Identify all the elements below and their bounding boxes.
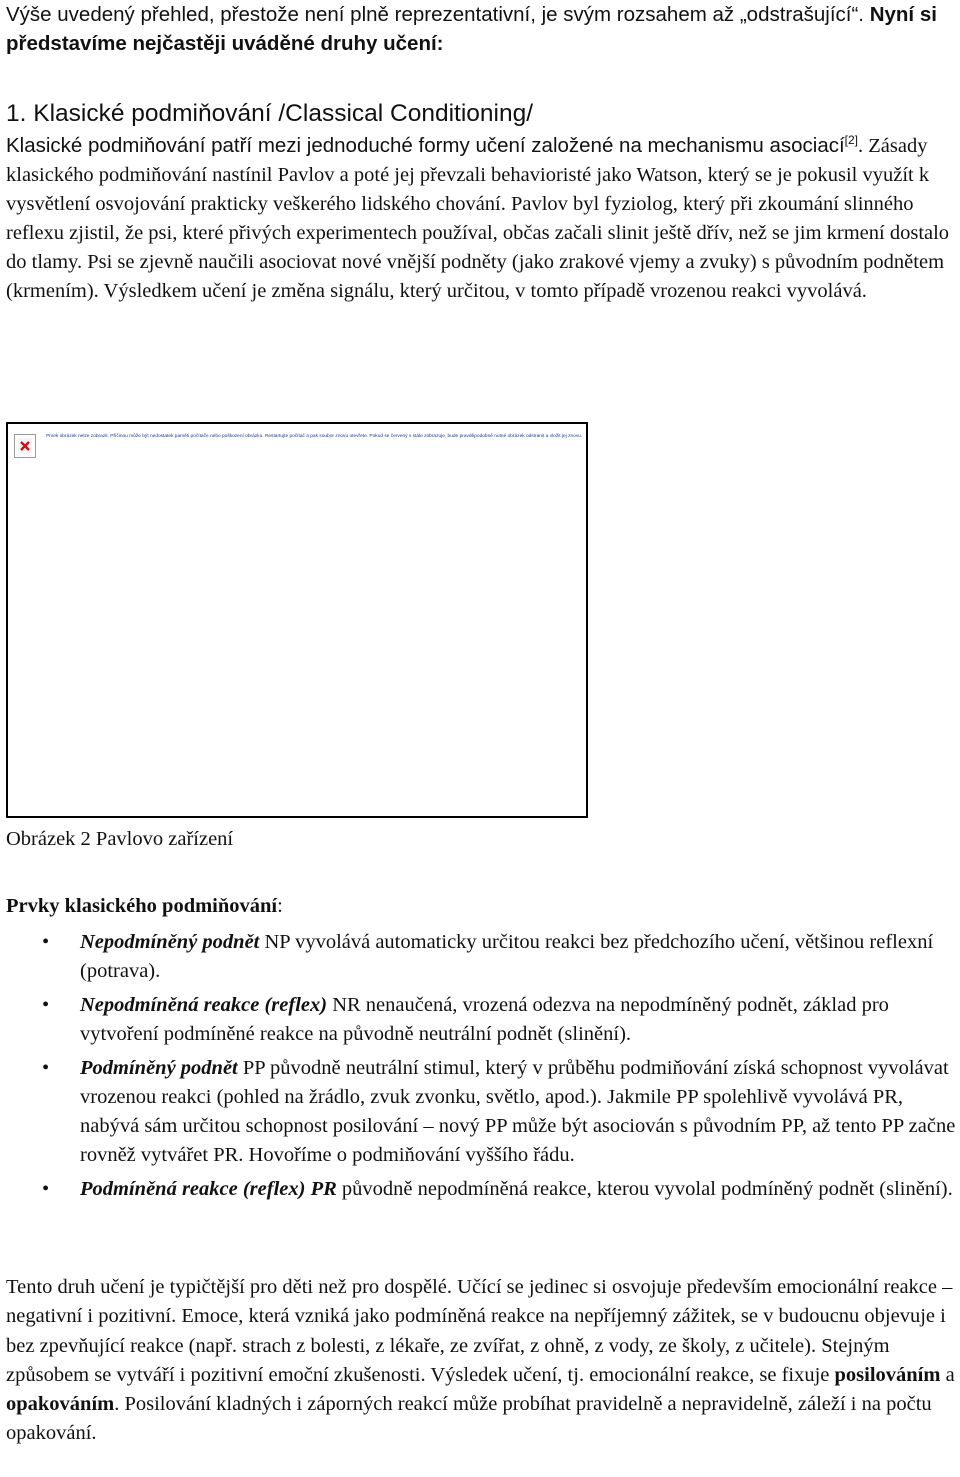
section-lead-text: Klasické podmiňování patří mezi jednoduché formy učení založené na mechanismu asociací [6, 134, 845, 157]
item-term: Podmíněný podnět [80, 1057, 238, 1079]
item-term: Nepodmíněná reakce (reflex) [80, 994, 328, 1016]
bullet-icon: • [42, 994, 50, 1016]
elements-list [6, 928, 960, 1209]
item-term: Nepodmíněný podnět [80, 931, 260, 953]
closing-bold-2: opakováním [6, 1393, 115, 1416]
figure-frame [6, 422, 588, 818]
closing-paragraph [6, 1273, 960, 1449]
section-heading: 1. Klasické podmiňování /Classical Conditioning/ [6, 100, 534, 127]
bullet-icon: • [42, 1178, 50, 1200]
red-x-icon [18, 438, 32, 454]
intro-bold-text: Nyní si představíme nejčastěji uváděné druhy učení: [6, 3, 937, 55]
item-text: původně nepodmíněná reakce, kterou vyvolal podmíněný podnět (slinění). [336, 1178, 953, 1200]
broken-image-message: Prvek obrázek nelze zobrazit. Příčinou může být nedostatek paměti počítače nebo poškození obrázku. Restartujte počítač a pak soubor znovu otevřete. Pokud se červený x stále zobrazuje, bude pravděpodobně nutné obrázek odstranit a vložit jej znovu. [46, 434, 583, 439]
elements-heading-bold: Prvky klasického podmiňování [6, 895, 278, 917]
document-page [6, 0, 956, 1445]
closing-text-2: a [940, 1363, 955, 1386]
citation-ref[interactable]: [2] [844, 133, 859, 148]
figure-caption: Obrázek 2 Pavlovo zařízení [6, 828, 234, 850]
item-term: Podmíněná reakce (reflex) PR [80, 1178, 337, 1200]
intro-text: Výše uvedený přehled, přestože není plně reprezentativní, je svým rozsahem až „odstrašující“. [6, 3, 870, 26]
bullet-icon: • [42, 1057, 50, 1079]
item-text: PP původně neutrální stimul, který v průběhu podmiňování získá schopnost vyvolávat vrozenou reakci (pohled na žrádlo, zvuk zvonku, světlo, apod.). Jakmile PP spolehlivě vyvolává PR, nabývá sám určitou schopnost posilování – nový PP může být asociován s původním PP, až tento PP začne rovněž vytvářet PR. Hovoříme o podmiňování vyššího řádu. [80, 1057, 956, 1166]
elements-heading [6, 895, 283, 918]
broken-image-icon [14, 434, 36, 458]
closing-text-3: . Posilování kladných i záporných reakcí může probíhat pravidelně a nepravidelně, záleží i na počtu opakování. [6, 1393, 932, 1445]
intro-paragraph [6, 0, 956, 58]
elements-heading-text: Prvky klasického podmiňování: [6, 895, 283, 917]
item-text: NR nenaučená, vrozená odezva na nepodmíněný podnět, základ pro vytvoření podmíněné reakce na původně neutrální podnět (slinění). [80, 994, 889, 1045]
item-text: NP vyvolává automaticky určitou reakci bez předchozího učení, většinou reflexní (potrava). [80, 931, 934, 982]
closing-bold-1: posilováním [834, 1363, 941, 1386]
closing-text-1: Tento druh učení je typičtější pro děti než pro dospělé. Učící se jedinec si osvojuje především emocionální reakce – negativní i pozitivní. Emoce, která vzniká jako podmíněná reakce na nepříjemný zážitek, se v budoucnu objevuje i bez zpevňující reakce (např. strach z bolesti, z lékaře, ze zvířat, z ohně, z vody, ze školy, z učitele). Stejným způsobem se vytváří i pozitivní emoční zkušenosti. Výsledek učení, tj. emocionální reakce, se fixuje [6, 1276, 953, 1386]
bullet-icon: • [42, 931, 50, 953]
list-item [6, 1054, 960, 1170]
section-body-text: . Zásady klasického podmiňování nastínil Pavlov a poté jej převzali behavioristé jako Watson, který se je pokusil využít k vysvětlení osvojování prakticky veškerého lidského chování. Pavlov byl fyziolog, který při zkoumání slinného reflexu zjistil, že psi, které přivých experimentech používal, občas začali slinit ještě dřív, než se jim krmení dostalo do tlamy. Psi se zjevně naučili asociovat nové vnější podněty (jako zrakové vjemy a zvuky) s původním podnětem (krmením). Výsledkem učení je změna signálu, který určitou, v tomto případě vrozenou reakci vyvolává. [6, 135, 950, 302]
section-paragraph [6, 131, 956, 306]
list-item [6, 1175, 960, 1204]
list-item [6, 928, 960, 986]
list-item [6, 991, 960, 1049]
